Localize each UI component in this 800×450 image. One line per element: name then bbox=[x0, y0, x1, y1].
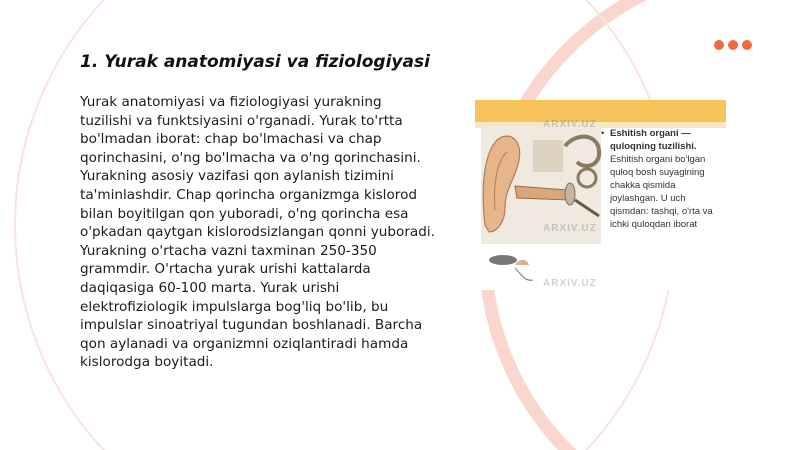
skull-bone-icon bbox=[533, 140, 563, 172]
small-ear-icon bbox=[489, 255, 517, 265]
three-dots-icon bbox=[714, 40, 752, 50]
figure-caption bbox=[601, 127, 724, 231]
ear-anatomy-figure bbox=[475, 100, 726, 290]
eardrum-icon bbox=[565, 183, 575, 205]
slide-title: 1. Yurak anatomiyasi va fiziologiyasi bbox=[80, 52, 430, 72]
caption-description: Eshitish organi bo'lgan quloq bosh suyagining chakka qismida joylashgan. U uch qismdan: tashqi, o'rta va ichki quloqdan iborat bbox=[610, 154, 713, 230]
dot-icon bbox=[714, 40, 724, 50]
dot-icon bbox=[728, 40, 738, 50]
dot-icon bbox=[742, 40, 752, 50]
small-nerve-icon bbox=[515, 268, 533, 280]
caption-bullet: • bbox=[601, 128, 605, 139]
slide-body-text: Yurak anatomiyasi va fiziologiyasi yurakning tuzilishi va funktsiyasini o'rganadi. Yurak to'rtta bo'lmadan iborat: chap bo'lmachasi va chap qorinchasini, o'ng bo'lmacha va o'ng qorinchasini. Yurakning asosiy vazifasi qon aylanish tizimini ta'minlashdir. Chap qorincha organizmga kislorod bilan boyitilgan qon yuboradi, o'ng qorincha esa o'pkadan qaytgan kislorodsizlangan qonni yuboradi. Yurakning o'rtacha vazni taxminan 250-350 grammdir. O'rtacha yurak urishi kattalarda daqiqasiga 60-100 marta. Yurak urishi elektrofiziologik impulslarga bog'liq bo'lib, bu impulslar sinoatriyal tugundan boshlanadi. Barcha qon aylanadi va organizmni oziqlantiradi hamda kislorodga boyitadi. bbox=[80, 94, 435, 371]
watermark: ARXIV.UZ bbox=[543, 278, 597, 289]
watermark: ARXIV.UZ bbox=[543, 223, 597, 234]
watermark: ARXIV.UZ bbox=[543, 119, 597, 130]
small-ossicle-icon bbox=[515, 260, 529, 265]
caption-heading: Eshitish organi — quloqning tuzilishi. bbox=[610, 128, 697, 152]
